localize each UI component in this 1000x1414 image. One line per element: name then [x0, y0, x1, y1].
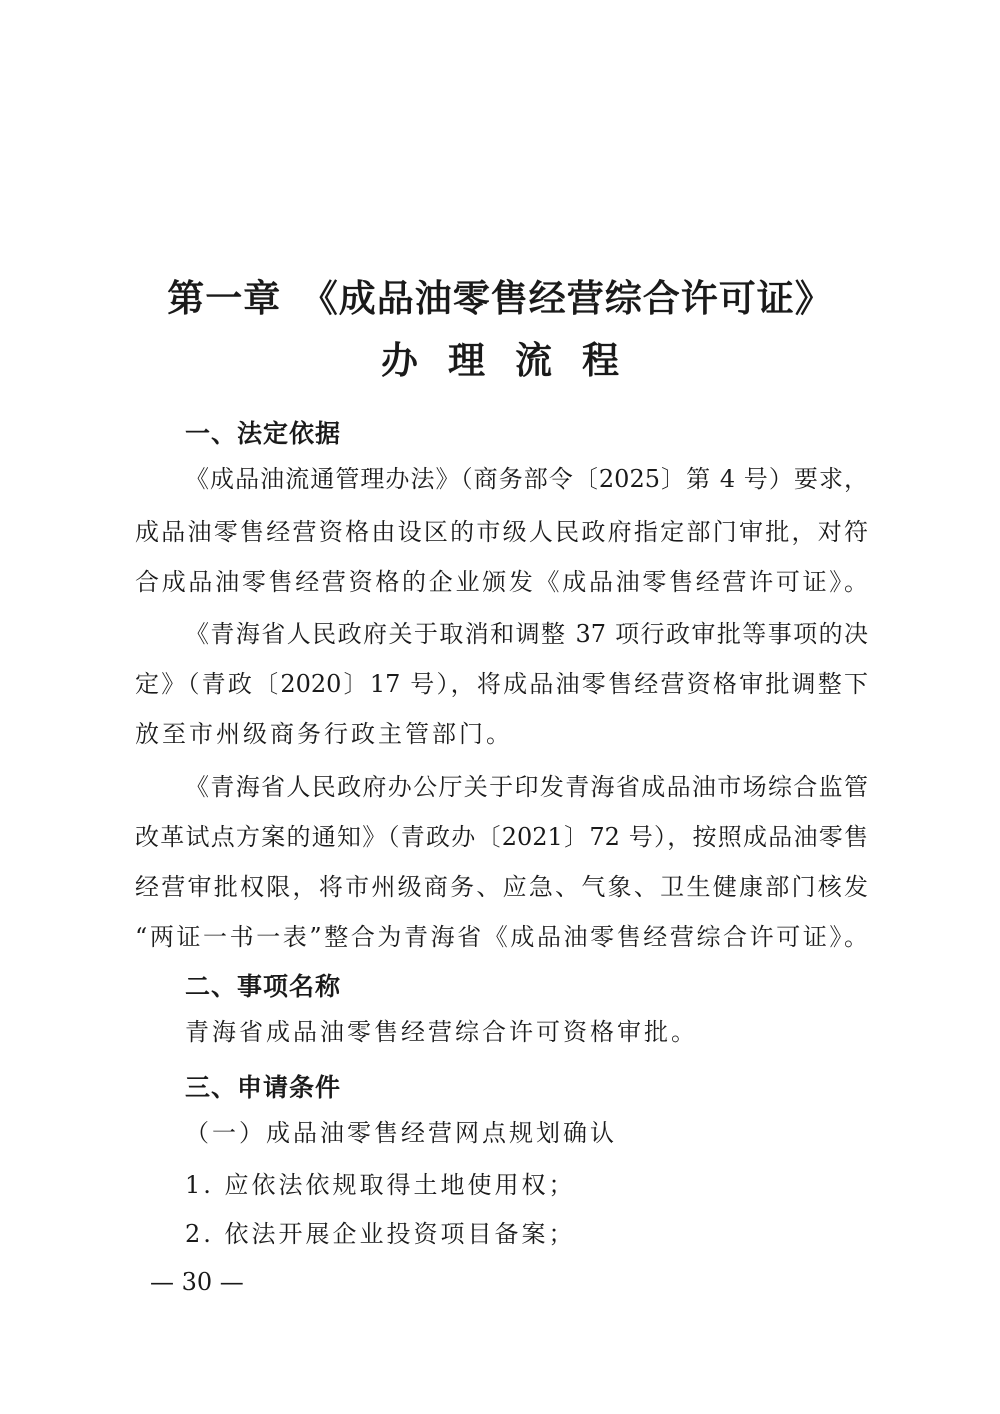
- paragraph-line: 经营审批权限，将市州级商务、应急、气象、卫生健康部门核发: [135, 873, 868, 901]
- subtitle-char: 理: [448, 339, 485, 382]
- paragraph-line: 合成品油零售经营资格的企业颁发《成品油零售经营许可证》。: [135, 568, 868, 596]
- page-number: — 30 —: [150, 1268, 244, 1296]
- paragraph-line: 《成品油流通管理办法》（商务部令〔2025〕第 4 号）要求，: [185, 465, 868, 493]
- paragraph-line: 改革试点方案的通知》（青政办〔2021〕72 号），按照成品油零售: [135, 823, 868, 851]
- paragraph-line: 放至市州级商务行政主管部门。: [135, 720, 513, 748]
- chapter-title: 第一章 《成品油零售经营综合许可证》: [167, 277, 833, 320]
- subtitle-char: 程: [582, 339, 619, 382]
- paragraph-line: 青海省成品油零售经营综合许可资格审批。: [185, 1018, 698, 1046]
- list-item: 2. 依法开展企业投资项目备案；: [185, 1220, 576, 1248]
- subtitle-char: 办: [381, 339, 418, 382]
- paragraph-line: 成品油零售经营资格由设区的市级人民政府指定部门审批，对符: [135, 518, 868, 546]
- paragraph-line: 《青海省人民政府办公厅关于印发青海省成品油市场综合监管: [185, 773, 868, 801]
- subtitle-char: 流: [515, 339, 552, 382]
- paragraph-line: “两证一书一表”整合为青海省《成品油零售经营综合许可证》。: [135, 923, 868, 951]
- section-heading-legal-basis: 一、法定依据: [185, 419, 342, 448]
- paragraph-line: 定》（青政〔2020〕17 号），将成品油零售经营资格审批调整下: [135, 670, 868, 698]
- subsection-heading: （一）成品油零售经营网点规划确认: [185, 1119, 617, 1147]
- paragraph-line: 《青海省人民政府关于取消和调整 37 项行政审批等事项的决: [185, 620, 868, 648]
- section-heading-conditions: 三、申请条件: [185, 1073, 342, 1102]
- section-heading-item-name: 二、事项名称: [185, 972, 342, 1001]
- list-item: 1. 应依法依规取得土地使用权；: [185, 1171, 576, 1199]
- chapter-subtitle: [0, 330, 1000, 384]
